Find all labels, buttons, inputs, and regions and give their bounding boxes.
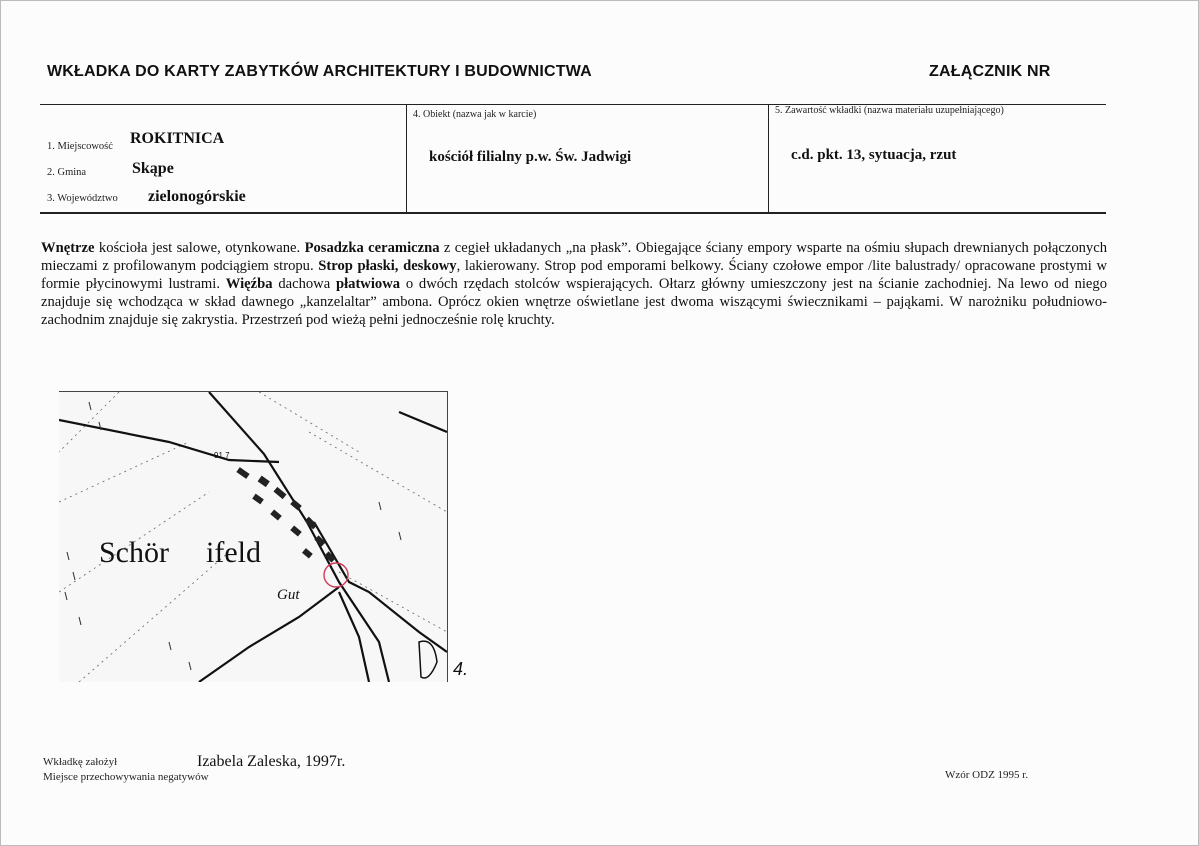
zawartosc-value: c.d. pkt. 13, sytuacja, rzut	[791, 147, 957, 163]
gmina-value: Skąpe	[132, 160, 174, 177]
text-run: , lakierowany. Strop pod emporami belkowy. Ściany czołowe empor /lite balustrady/ opracowane prostymi w formie płycinowymi lustrami.	[41, 258, 1108, 292]
gmina-label: 2. Gmina	[47, 167, 87, 178]
elevation-label: 91.7	[214, 451, 230, 460]
founded-label: Wkładkę założył	[43, 756, 118, 768]
table-divider-1	[406, 104, 407, 214]
pond-outline	[419, 641, 437, 678]
template-version: Wzór ODZ 1995 r.	[945, 769, 1029, 781]
description-paragraph	[41, 239, 1107, 329]
obiekt-label: 4. Obiekt (nazwa jak w karcie)	[413, 109, 537, 120]
obiekt-value: kościół filialny p.w. Św. Jadwigi	[429, 149, 632, 165]
text-run: dachowa	[272, 276, 336, 292]
purlin-term: płatwiowa	[335, 276, 401, 292]
map-number: 4.	[453, 659, 469, 679]
text-run: o dwóch rzędach stolców wspierających. Ołtarz główny umieszczony jest na ścianie zachodniej. Na lewo od niego znajduje się wchodząca w skład dawnego „kanzelaltar” ambona. Oprócz okien wnętrze oświetlane jest dwoma wiszącymi świecznikami – pająkami. W narożniku południowo-zachodnim znajduje się zakrystia. Przestrzeń pod wieżą pełni jednocześnie rolę kruchty.	[41, 276, 1107, 328]
ceiling-term: Strop płaski, deskowy	[318, 258, 457, 274]
wojewodztwo-value: zielonogórskie	[148, 188, 246, 205]
document-title: WKŁADKA DO KARTY ZABYTKÓW ARCHITEKTURY I BUDOWNICTWA	[47, 63, 592, 80]
situation-map	[59, 391, 448, 682]
annex-number-label: ZAŁĄCZNIK NR	[929, 63, 1051, 80]
founded-value: Izabela Zaleska, 1997r.	[197, 753, 346, 770]
miejscowosc-value: ROKITNICA	[130, 130, 225, 147]
interior-term: Wnętrze	[41, 240, 95, 256]
roof-truss-term: Więźba	[225, 276, 273, 292]
map-place-label-2: ifeld	[206, 536, 261, 569]
map-place-label: Schör	[99, 536, 169, 569]
floor-term: Posadzka ceramiczna	[304, 240, 440, 256]
table-bottom-rule	[40, 212, 1106, 214]
text-run: z cegieł układanych „na płask”. Obiegające ściany empory wsparte na ośmiu słupach drewnianych połączonych mieczami z profilowanym podciągiem stropu.	[41, 240, 1107, 274]
map-drawing	[59, 392, 447, 682]
zawartosc-label: 5. Zawartość wkładki (nazwa materiału uzupełniającego)	[775, 105, 1004, 116]
storage-label: Miejsce przechowywania negatywów	[43, 771, 209, 783]
miejscowosc-label: 1. Miejscowość	[47, 141, 113, 152]
map-gut-label: Gut	[277, 587, 300, 603]
text-run: kościoła jest salowe, otynkowane.	[94, 240, 305, 256]
table-divider-2	[768, 104, 769, 214]
wojewodztwo-label: 3. Województwo	[47, 193, 118, 204]
